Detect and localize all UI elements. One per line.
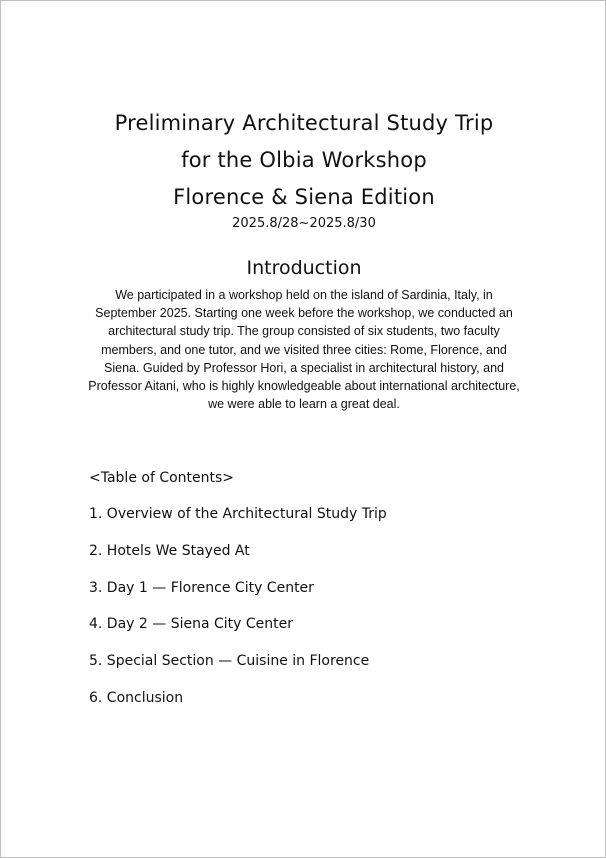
- toc-item-overview: 1. Overview of the Architectural Study Trip: [89, 506, 387, 522]
- document-title-line-1: Preliminary Architectural Study Trip: [114, 111, 494, 135]
- toc-item-hotels: 2. Hotels We Stayed At: [89, 542, 250, 559]
- toc-item-conclusion: 6. Conclusion: [89, 689, 184, 706]
- toc-item-day2-siena: 4. Day 2 — Siena City Center: [89, 616, 294, 633]
- document-title-line-3: Florence & Siena Edition: [173, 185, 435, 209]
- table-of-contents-list: [89, 505, 387, 726]
- toc-item-cuisine: 5. Special Section — Cuisine in Florence: [89, 653, 370, 670]
- trip-dates: 2025.8/28~2025.8/30: [232, 216, 376, 231]
- document-title-line-2: for the Olbia Workshop: [181, 148, 427, 172]
- introduction-heading: Introduction: [246, 257, 362, 279]
- title-block: [1, 105, 606, 232]
- table-of-contents-heading: <Table of Contents>: [89, 470, 235, 486]
- introduction-paragraph: We participated in a workshop held on the island of Sardinia, Italy, in September 2025. Starting one week before the workshop, we conducted an architectural study trip. The group consisted of six students, two faculty members, and one tutor, and we visited three cities: Rome, Florence, and Siena. Guided by Professor Hori, a specialist in architectural history, and Professor Aitani, who is highly knowledgeable about international architecture, we were able to learn a great deal.: [88, 288, 520, 412]
- toc-item-day1-florence: 3. Day 1 — Florence City Center: [89, 579, 314, 596]
